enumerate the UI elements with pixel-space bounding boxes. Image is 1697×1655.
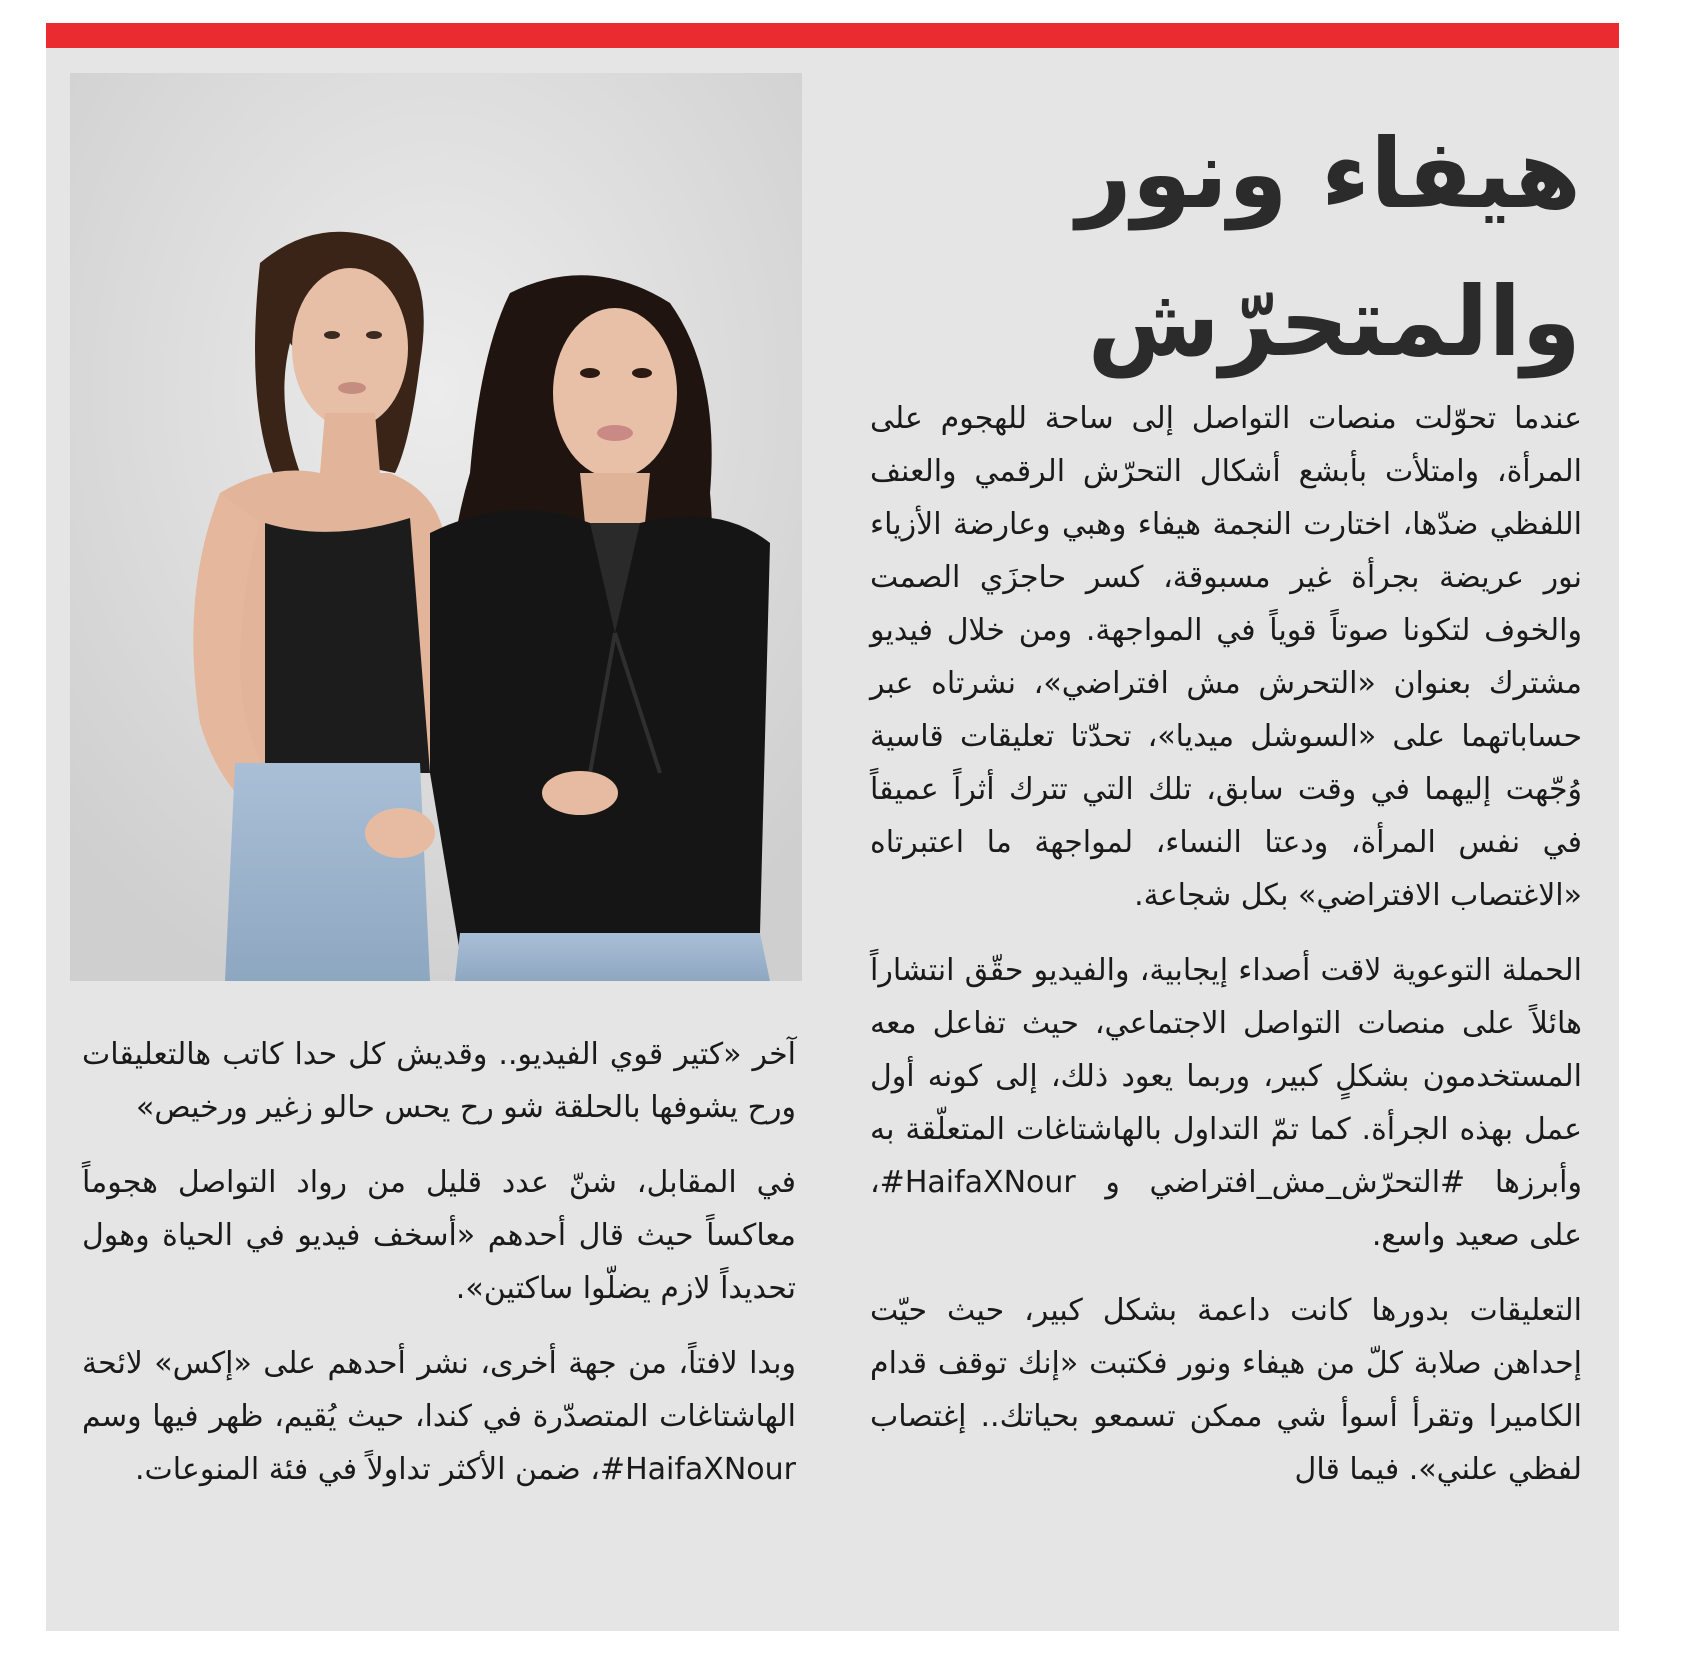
- article-headline: [861, 100, 1581, 396]
- portrait-photo-icon: [70, 73, 802, 981]
- paragraph: عندما تحوّلت منصات التواصل إلى ساحة للهجوم على المرأة، وامتلأت بأبشع أشكال التحرّش الرقمي والعنف اللفظي ضدّها، اختارت النجمة هيفاء وهبي وعارضة الأزياء نور عريضة بجرأة غير مسبوقة، كسر حاجزَي الصمت والخوف لتكونا صوتاً قوياً في المواجهة. ومن خلال فيديو مشترك بعنوان «التحرش مش افتراضي»، نشرتاه عبر حساباتهما على «السوشل ميديا»، تحدّتا تعليقات قاسية وُجّهت إليهما في وقت سابق، تلك التي تترك أثراً عميقاً في نفس المرأة، ودعتا النساء، لمواجهة ما اعتبرتاه «الاغتصاب الافتراضي» بكل شجاعة.: [870, 401, 1582, 913]
- left-text-column: [82, 1028, 796, 1518]
- right-text-column: [870, 392, 1582, 1518]
- top-red-bar: [46, 23, 1619, 48]
- article-photo: [70, 73, 802, 981]
- paragraph: وبدا لافتاً، من جهة أخرى، نشر أحدهم على «إكس» لائحة الهاشتاغات المتصدّرة في كندا، حيث يُقيم، ظهر فيها وسم HaifaXNour#، ضمن الأكثر تداولاً في فئة المنوعات.: [82, 1346, 796, 1487]
- headline-line-2: والمتحرّش: [1087, 266, 1581, 378]
- paragraph: آخر «كتير قوي الفيديو.. وقديش كل حدا كاتب هالتعليقات ورح يشوفها بالحلقة شو رح يحس حالو زغير ورخيص»: [82, 1037, 796, 1125]
- paragraph: التعليقات بدورها كانت داعمة بشكل كبير، حيث حيّت إحداهن صلابة كلّ من هيفاء ونور فكتبت «إنك توقف قدام الكاميرا وتقرأ أسوأ شي ممكن تسمعو بحياتك.. إغتصاب لفظي علني». فيما قال: [870, 1293, 1582, 1487]
- paragraph: الحملة التوعوية لاقت أصداء إيجابية، والفيديو حقّق انتشاراً هائلاً على منصات التواصل الاجتماعي، حيث تفاعل معه المستخدمون بشكلٍ كبير، وربما يعود ذلك، إلى كونه أول عمل بهذه الجرأة. كما تمّ التداول بالهاشتاغات المتعلّقة به وأبرزها #التحرّش_مش_افتراضي و HaifaXNour#، على صعيد واسع.: [870, 953, 1582, 1253]
- paragraph: في المقابل، شنّ عدد قليل من رواد التواصل هجوماً معاكساً حيث قال أحدهم «أسخف فيديو في الحياة وهول تحديداً لازم يضلّوا ساكتين».: [82, 1165, 796, 1306]
- headline-line-1: هيفاء ونور: [1076, 118, 1581, 230]
